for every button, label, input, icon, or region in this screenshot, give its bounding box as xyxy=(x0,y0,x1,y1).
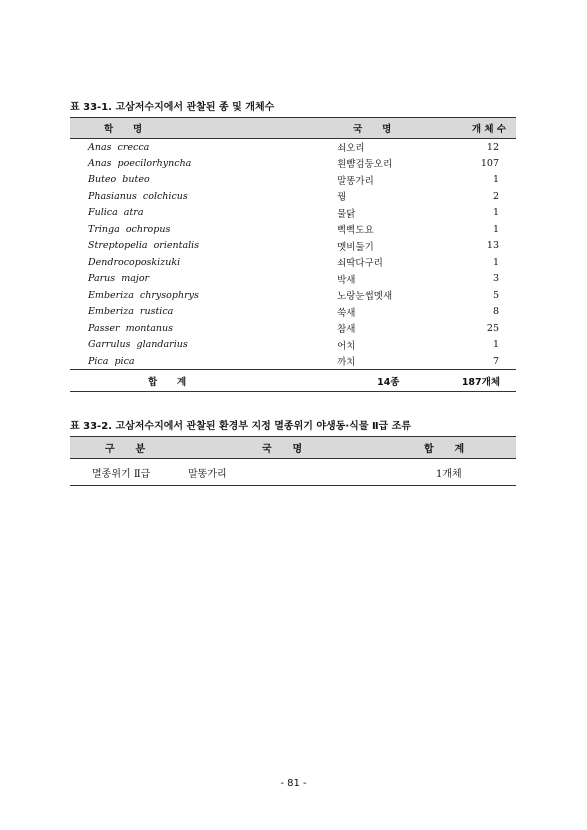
header-scientific-name: 학 명 xyxy=(70,118,199,139)
species-count: 1 xyxy=(492,207,499,219)
species-korean-name: 말똥가리 xyxy=(337,175,374,187)
species-korean-name: 꿩 xyxy=(337,192,347,204)
species-scientific-name: Phasianus colchicus xyxy=(88,190,188,202)
species-count-table xyxy=(70,117,516,392)
page-number: - 81 - xyxy=(280,778,307,789)
table-row xyxy=(70,205,516,222)
species-scientific-name: Buteo buteo xyxy=(88,174,150,186)
species-count: 1 xyxy=(492,256,499,268)
header-korean-name-2: 국 명 xyxy=(172,437,412,459)
row-korean-name: 말똥가리 xyxy=(172,459,412,486)
species-scientific-name: Anas crecca xyxy=(88,141,150,153)
species-korean-name: 물닭 xyxy=(337,208,356,220)
species-korean-name: 박새 xyxy=(337,274,356,286)
table-row xyxy=(70,320,516,337)
table-row xyxy=(70,353,516,370)
table-row xyxy=(70,238,516,255)
header-korean-name: 국 명 xyxy=(199,118,427,139)
species-scientific-name: Parus major xyxy=(88,273,150,285)
species-korean-name: 삑삑도요 xyxy=(337,225,374,237)
table-row xyxy=(70,172,516,189)
header-count: 개 체 수 xyxy=(427,118,516,139)
species-count: 3 xyxy=(492,273,499,285)
species-count: 25 xyxy=(486,322,499,334)
table-row xyxy=(70,271,516,288)
table2-header-row xyxy=(70,437,516,459)
table-row xyxy=(70,254,516,271)
table-row xyxy=(70,155,516,172)
endangered-species-table xyxy=(70,436,516,486)
species-scientific-name: Emberiza chrysophrys xyxy=(88,289,199,301)
table2-caption: 표 33-2. 고삼저수지에서 관찰된 환경부 지정 멸종위기 야생동·식물 Ⅱ급 조류 xyxy=(70,421,412,432)
species-scientific-name: Anas poecilorhyncha xyxy=(88,157,192,169)
row-total: 1개체 xyxy=(412,459,516,486)
species-scientific-name: Streptopelia orientalis xyxy=(88,240,200,252)
table-row xyxy=(70,188,516,205)
row-category: 멸종위기 Ⅱ급 xyxy=(70,459,172,486)
species-count: 7 xyxy=(492,355,499,367)
table-row xyxy=(70,287,516,304)
header-total: 합 계 xyxy=(412,437,516,459)
species-count: 12 xyxy=(486,141,499,153)
header-category: 구 분 xyxy=(70,437,172,459)
species-korean-name: 노랑눈썹멧새 xyxy=(337,291,393,303)
table1-total-row xyxy=(70,370,516,392)
species-count: 13 xyxy=(486,240,499,252)
species-korean-name: 까치 xyxy=(337,357,356,368)
species-scientific-name: Tringa ochropus xyxy=(88,223,171,235)
species-scientific-name: Passer montanus xyxy=(88,322,174,334)
species-korean-name: 참새 xyxy=(337,324,356,336)
table1-caption: 표 33-1. 고삼저수지에서 관찰된 종 및 개체수 xyxy=(70,102,275,113)
species-korean-name: 흰뺨검둥오리 xyxy=(337,159,393,171)
species-korean-name: 쇠딱다구리 xyxy=(337,258,383,270)
table-row xyxy=(70,337,516,354)
table-row xyxy=(70,139,516,156)
species-korean-name: 어치 xyxy=(337,340,356,352)
total-species: 14종 xyxy=(199,370,427,392)
species-count: 107 xyxy=(480,157,499,169)
species-scientific-name: Dendrocoposkizuki xyxy=(88,256,181,268)
species-count: 1 xyxy=(492,223,499,235)
table1-header-row xyxy=(70,118,516,139)
species-count: 1 xyxy=(492,174,499,186)
species-count: 5 xyxy=(492,289,499,301)
species-scientific-name: Fulica atra xyxy=(88,207,144,219)
species-korean-name: 쇠오리 xyxy=(337,143,365,154)
species-count: 1 xyxy=(492,339,499,351)
species-scientific-name: Garrulus glandarius xyxy=(88,339,188,351)
species-korean-name: 멧비둘기 xyxy=(337,241,374,253)
species-count: 2 xyxy=(492,190,499,202)
species-count: 8 xyxy=(492,306,499,318)
table-row xyxy=(70,221,516,238)
table2-row xyxy=(70,459,516,486)
total-label: 합 계 xyxy=(70,370,199,392)
species-korean-name: 쑥새 xyxy=(337,307,356,319)
species-scientific-name: Pica pica xyxy=(88,355,135,367)
total-count: 187개체 xyxy=(427,370,516,392)
table-row xyxy=(70,304,516,321)
species-scientific-name: Emberiza rustica xyxy=(88,306,174,318)
